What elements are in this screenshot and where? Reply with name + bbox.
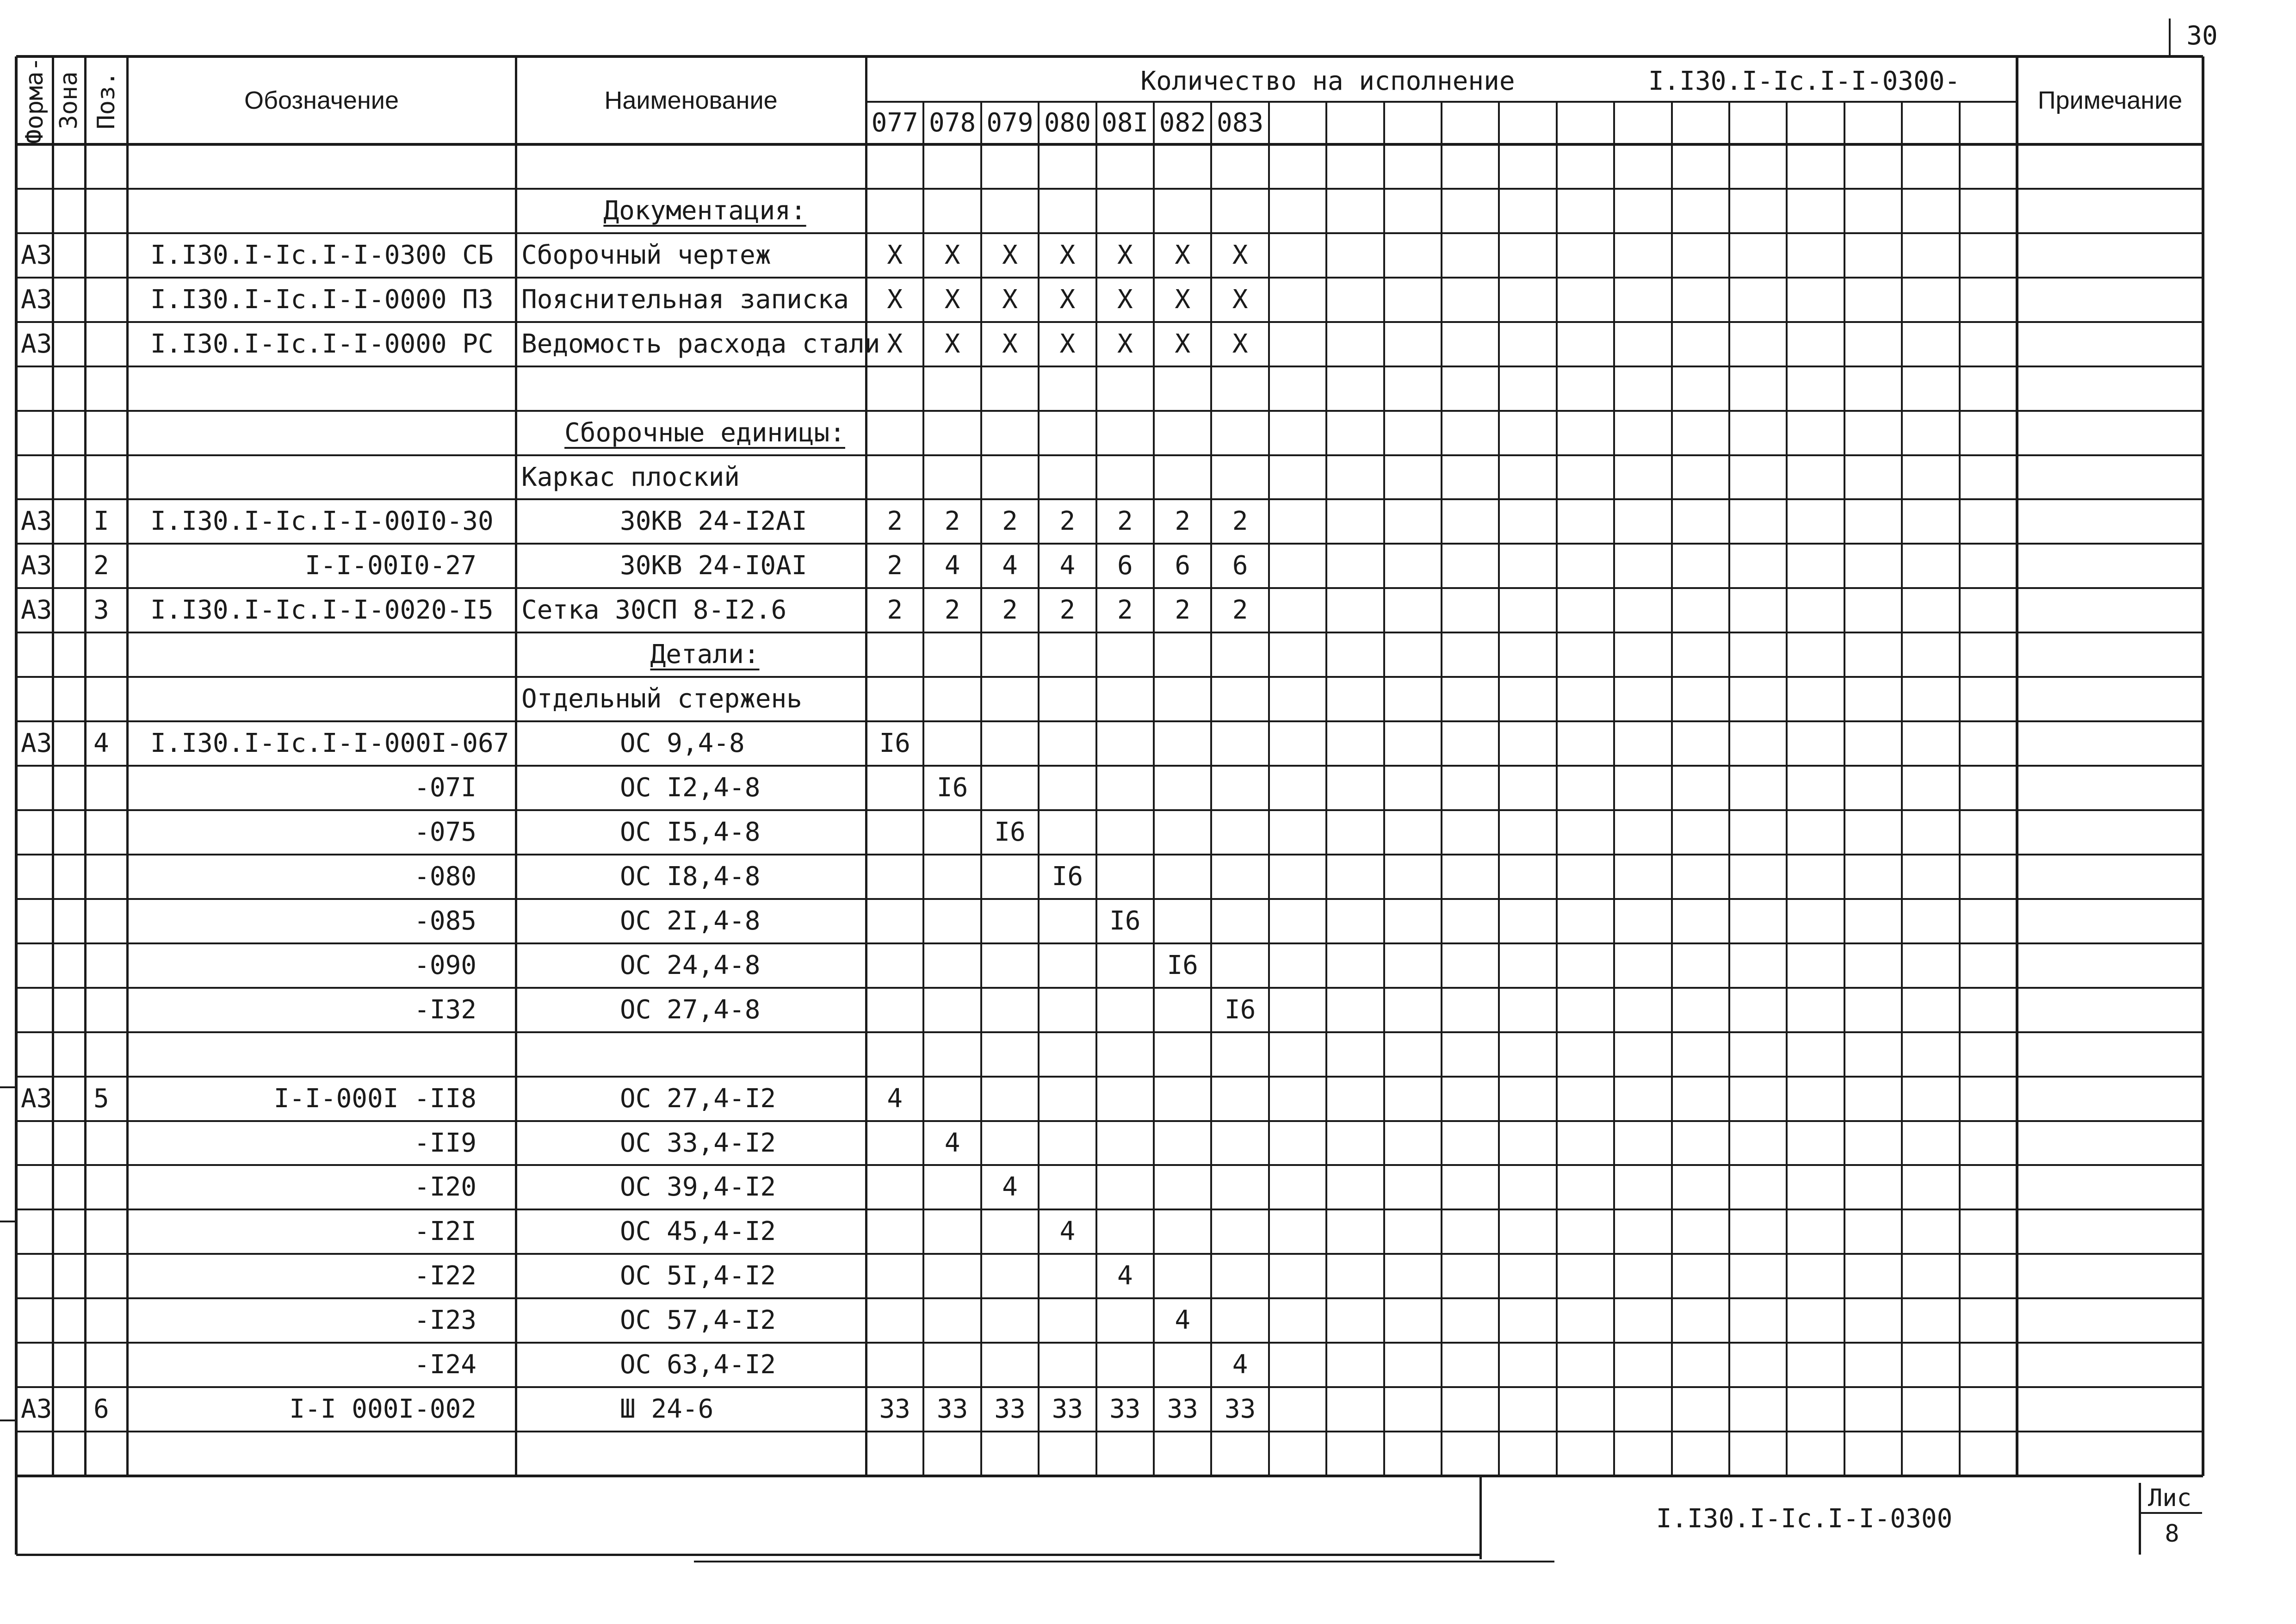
qty-header-divider [866, 101, 2017, 103]
sheet-box-left [2139, 1483, 2141, 1555]
designation-cell: -075 [414, 817, 477, 847]
qty-cell: 6 [1232, 551, 1248, 581]
name-cell: ОС 2I,4-8 [620, 905, 761, 936]
row-line [16, 410, 2203, 412]
designation-cell: I.I30.I-Ic.I-I-0300 СБ [150, 240, 494, 270]
row-line [16, 898, 2203, 900]
qty-cell: 4 [1002, 1172, 1018, 1203]
format-cell: А3 [21, 551, 52, 581]
margin-tick [0, 1086, 18, 1088]
row-line [16, 1209, 2203, 1210]
sheet-number-top: 30 [2186, 21, 2218, 51]
row-line [16, 366, 2203, 367]
grid-line [1844, 102, 1845, 1476]
qty-cell: I6 [1052, 861, 1083, 892]
variant-header-0: 077 [871, 108, 918, 138]
pos-cell: I [93, 506, 109, 537]
qty-cell: 2 [944, 595, 960, 626]
sheet-label: Лис [2148, 1484, 2191, 1512]
qty-cell: X [1117, 329, 1133, 359]
format-cell: А3 [21, 1394, 52, 1425]
section-heading: Сборочные единицы: [564, 417, 845, 448]
sheet-box-divider [2140, 1512, 2202, 1514]
grid-line [1671, 102, 1673, 1476]
designation-cell: I-I-00I0-27 [305, 551, 477, 581]
designation-cell: -I32 [414, 994, 477, 1025]
grid-line [1325, 102, 1327, 1476]
header-designation: Обозначение [244, 87, 399, 114]
name-cell: ОС 27,4-I2 [620, 1083, 776, 1114]
grid-line [1153, 102, 1155, 1476]
designation-cell: -I22 [414, 1261, 477, 1291]
qty-cell: 2 [1059, 595, 1076, 626]
qty-cell: 33 [1052, 1394, 1083, 1425]
grid-line [1728, 102, 1730, 1476]
row-line [16, 854, 2203, 855]
qty-cell: 33 [1109, 1394, 1141, 1425]
row-line [16, 277, 2203, 279]
title-block-bottom [16, 1554, 1480, 1556]
name-cell: ОС 63,4-I2 [620, 1350, 776, 1380]
qty-cell: 2 [887, 595, 903, 626]
row-line [16, 1076, 2203, 1078]
qty-cell: X [1002, 240, 1018, 270]
document-code: I.I30.I-Ic.I-I-0300 [1656, 1504, 1953, 1534]
qty-cell: 33 [1224, 1394, 1256, 1425]
row-line [16, 676, 2203, 678]
qty-cell: 4 [1232, 1350, 1248, 1380]
qty-cell: X [887, 240, 903, 270]
designation-cell: -I2I [414, 1216, 477, 1247]
grid-line [1901, 102, 1903, 1476]
header-pos: Поз. [92, 71, 120, 130]
grid-line [922, 102, 924, 1476]
qty-cell: X [1175, 329, 1191, 359]
name-cell: Ш 24-6 [620, 1394, 714, 1425]
name-cell: Сетка 30СП 8-I2.6 [521, 595, 787, 626]
sheet-number: 8 [2165, 1520, 2179, 1548]
row-line [16, 188, 2203, 190]
row-line [16, 454, 2203, 456]
qty-cell: 2 [1002, 595, 1018, 626]
footer-rule [694, 1561, 1554, 1562]
name-cell: Сборочный чертеж [521, 240, 771, 270]
row-line [16, 632, 2203, 633]
row-line [16, 720, 2203, 722]
variant-header-4: 08I [1102, 108, 1149, 138]
qty-cell: 4 [1059, 1216, 1076, 1247]
header-qty-caption: Количество на исполнение [1140, 66, 1515, 96]
qty-cell: X [887, 284, 903, 315]
qty-cell: 33 [994, 1394, 1026, 1425]
grid-line [1959, 102, 1961, 1476]
grid-line [1210, 102, 1212, 1476]
qty-cell: 2 [1117, 595, 1133, 626]
row-line [16, 498, 2203, 500]
variant-header-1: 078 [929, 108, 976, 138]
name-cell: ОС 33,4-I2 [620, 1128, 776, 1158]
qty-cell: 33 [879, 1394, 910, 1425]
margin-tick [0, 1221, 18, 1222]
qty-cell: X [944, 329, 960, 359]
qty-cell: 6 [1175, 551, 1191, 581]
qty-cell: I6 [1224, 994, 1256, 1025]
row-line [16, 1031, 2203, 1033]
grid-line [1556, 102, 1558, 1476]
qty-cell: 2 [887, 506, 903, 537]
designation-cell: -I23 [414, 1305, 477, 1336]
name-cell: ОС 24,4-8 [620, 950, 761, 980]
row-line [16, 543, 2203, 545]
designation-cell: I.I30.I-Ic.I-I-0000 ПЗ [150, 284, 494, 315]
grid-line [1441, 102, 1442, 1476]
pos-cell: 2 [93, 551, 109, 581]
variant-header-2: 079 [986, 108, 1034, 138]
qty-cell: X [944, 240, 960, 270]
qty-cell: X [1232, 329, 1248, 359]
sheet-number-tick [2169, 19, 2171, 56]
grid-line [1613, 102, 1615, 1476]
qty-cell: I6 [936, 773, 968, 803]
name-cell: ОС 57,4-I2 [620, 1305, 776, 1336]
designation-cell: I-I 000I-002 [289, 1394, 477, 1425]
row-line [16, 1120, 2203, 1122]
designation-cell: I.I30.I-Ic.I-I-00I0-30 [150, 506, 494, 537]
row-line [16, 587, 2203, 589]
format-cell: А3 [21, 240, 52, 270]
qty-cell: 4 [944, 1128, 960, 1158]
qty-cell: I6 [1109, 905, 1141, 936]
variant-header-6: 083 [1217, 108, 1264, 138]
qty-cell: 2 [944, 506, 960, 537]
qty-cell: 4 [1002, 551, 1018, 581]
qty-cell: 2 [1002, 506, 1018, 537]
qty-cell: I6 [879, 728, 910, 759]
name-cell: ОС 9,4-8 [620, 728, 745, 759]
format-cell: А3 [21, 1083, 52, 1114]
row-line [16, 1297, 2203, 1299]
variant-header-5: 082 [1159, 108, 1206, 138]
frame-bottom [16, 1475, 2203, 1477]
qty-cell: 4 [1117, 1261, 1133, 1291]
designation-cell: -080 [414, 861, 477, 892]
designation-cell: I.I30.I-Ic.I-I-0000 РС [150, 329, 494, 359]
name-cell: ОС I2,4-8 [620, 773, 761, 803]
format-cell: А3 [21, 506, 52, 537]
header-qty-code: I.I30.I-Ic.I-I-0300- [1648, 66, 1961, 96]
name-cell: Пояснительная записка [521, 284, 849, 315]
grid-line [1095, 102, 1097, 1476]
designation-cell: I.I30.I-Ic.I-I-000I-067 [150, 728, 509, 759]
designation-cell: -I20 [414, 1172, 477, 1203]
title-block-divider [1479, 1476, 1482, 1559]
qty-cell: 2 [1232, 506, 1248, 537]
designation-cell: I.I30.I-Ic.I-I-0020-I5 [150, 595, 494, 626]
qty-cell: 2 [1175, 506, 1191, 537]
header-name: Наименование [604, 87, 778, 114]
qty-cell: I6 [994, 817, 1026, 847]
grid-line [1038, 102, 1040, 1476]
qty-cell: X [1059, 329, 1076, 359]
qty-cell: X [1232, 240, 1248, 270]
row-line [16, 1386, 2203, 1388]
variant-header-3: 080 [1044, 108, 1091, 138]
pos-cell: 6 [93, 1394, 109, 1425]
row-line [16, 1342, 2203, 1344]
qty-cell: 2 [1059, 506, 1076, 537]
name-cell: 30КВ 24-I0AI [620, 551, 807, 581]
name-cell: ОС I5,4-8 [620, 817, 761, 847]
qty-cell: 33 [1167, 1394, 1198, 1425]
header-bottom [16, 143, 2203, 146]
row-line [16, 942, 2203, 944]
header-zone: Зона [55, 71, 83, 130]
frame-left [15, 56, 18, 1555]
pos-cell: 4 [93, 728, 109, 759]
qty-cell: X [1059, 240, 1076, 270]
qty-cell: X [1059, 284, 1076, 315]
qty-cell: 2 [1175, 595, 1191, 626]
qty-cell: I6 [1167, 950, 1198, 980]
designation-cell: I-I-000I -II8 [273, 1083, 477, 1114]
margin-tick [0, 1419, 18, 1421]
row-line [16, 765, 2203, 767]
name-cell: ОС 5I,4-I2 [620, 1261, 776, 1291]
format-cell: А3 [21, 284, 52, 315]
row-line [16, 1253, 2203, 1255]
designation-cell: -I24 [414, 1350, 477, 1380]
qty-cell: X [1117, 284, 1133, 315]
header-format: Форма- [20, 57, 49, 144]
qty-cell: 2 [887, 551, 903, 581]
qty-cell: 2 [1232, 595, 1248, 626]
qty-cell: 6 [1117, 551, 1133, 581]
qty-cell: X [1002, 284, 1018, 315]
grid-line [1498, 102, 1500, 1476]
format-cell: А3 [21, 728, 52, 759]
name-cell: ОС 39,4-I2 [620, 1172, 776, 1203]
grid-line [1383, 102, 1385, 1476]
grid-line [980, 102, 982, 1476]
pos-cell: 3 [93, 595, 109, 626]
header-note: Примечание [2037, 87, 2183, 114]
grid-line [1786, 102, 1788, 1476]
qty-cell: X [1175, 284, 1191, 315]
name-cell: ОС 27,4-8 [620, 994, 761, 1025]
qty-cell: 4 [1059, 551, 1076, 581]
designation-cell: -II9 [414, 1128, 477, 1158]
qty-cell: 4 [1175, 1305, 1191, 1336]
row-line [16, 809, 2203, 811]
qty-cell: 4 [944, 551, 960, 581]
qty-cell: X [887, 329, 903, 359]
row-line [16, 1431, 2203, 1432]
qty-cell: X [1232, 284, 1248, 315]
section-heading: Детали: [650, 639, 760, 670]
grid-line [1268, 102, 1270, 1476]
qty-cell: X [1117, 240, 1133, 270]
pos-cell: 5 [93, 1083, 109, 1114]
name-cell: ОС I8,4-8 [620, 861, 761, 892]
qty-cell: X [944, 284, 960, 315]
name-cell: ОС 45,4-I2 [620, 1216, 776, 1247]
row-line [16, 1164, 2203, 1166]
format-cell: А3 [21, 595, 52, 626]
name-cell: 30КВ 24-I2AI [620, 506, 807, 537]
qty-cell: 2 [1117, 506, 1133, 537]
qty-cell: 33 [936, 1394, 968, 1425]
name-cell: Ведомость расхода стали [521, 329, 880, 359]
name-cell: Отдельный стержень [521, 684, 802, 714]
designation-cell: -090 [414, 950, 477, 980]
designation-cell: -085 [414, 905, 477, 936]
qty-cell: 4 [887, 1083, 903, 1114]
designation-cell: -07I [414, 773, 477, 803]
qty-cell: X [1002, 329, 1018, 359]
name-cell: Каркас плоский [521, 462, 740, 492]
format-cell: А3 [21, 329, 52, 359]
qty-cell: X [1175, 240, 1191, 270]
section-heading: Документация: [603, 195, 806, 226]
frame-top [16, 55, 2203, 58]
row-line [16, 232, 2203, 234]
row-line [16, 987, 2203, 989]
row-line [16, 321, 2203, 323]
